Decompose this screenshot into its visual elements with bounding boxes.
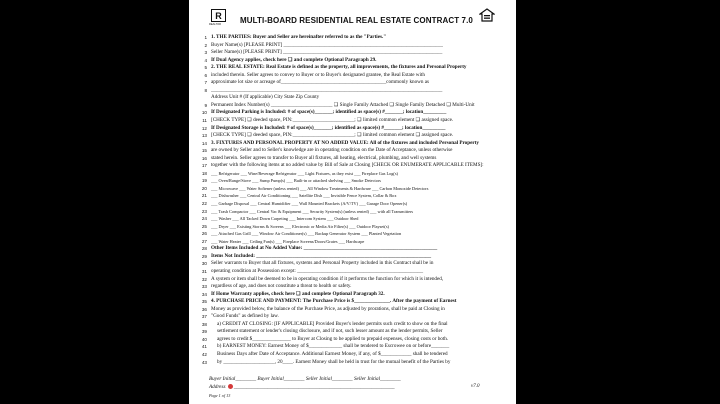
line-number: 33 — [201, 284, 207, 290]
line-number: 13 — [201, 133, 207, 139]
line-text[interactable]: 1. THE PARTIES: Buyer and Seller are hereinafter referred to as the "Parties." — [211, 34, 387, 40]
line-text[interactable]: __________________________________________________________________________________________ — [211, 86, 443, 93]
line-text[interactable]: Buyer Name(s) [PLEASE PRINT] ______________________________________________________________ — [211, 41, 443, 48]
line-number: 20 — [201, 185, 207, 191]
line-text[interactable]: Money as provided below, the balance of the Purchase Price, as adjusted by prorations, shall be paid at Closing in — [211, 305, 445, 312]
line-number: 23 — [201, 208, 207, 214]
line-text[interactable]: settlement statement or lender's closing disclosure, and if not, such lesser amount as the lender permits, Seller — [217, 328, 443, 335]
line-number: 2 — [204, 42, 207, 48]
line-text[interactable]: ___ Washer ___ All Tacked Down Carpeting ___ Intercom System ___ Outdoor Shed — [211, 216, 359, 222]
contract-line — [195, 94, 509, 102]
line-number: 42 — [201, 351, 207, 357]
contract-line — [195, 140, 509, 148]
line-number: 28 — [201, 246, 207, 252]
contract-line — [195, 72, 509, 80]
line-text[interactable]: If Dual Agency applies, check here ❑ and complete Optional Paragraph 29. — [211, 56, 377, 63]
line-number: 25 — [201, 223, 207, 229]
contract-line — [195, 200, 509, 208]
line-number: 37 — [201, 314, 207, 320]
line-text[interactable]: are owned by Seller and to Seller's knowledge are in operating condition on the Date of Acceptance, unless otherwise — [211, 147, 453, 154]
contract-title: MULTI-BOARD RESIDENTIAL REAL ESTATE CONTRACT 7.0 — [240, 16, 473, 25]
address-label: Address — [209, 384, 226, 390]
contract-line — [195, 185, 509, 193]
contract-line — [195, 230, 509, 238]
contract-line — [195, 208, 509, 216]
contract-line — [195, 298, 509, 306]
line-text[interactable]: ___ Dryer ___ Existing Storms & Screens ___ Electronic or Media Air Filter(s) ___ Outdoor Playset(s) — [211, 223, 389, 229]
contract-line — [195, 359, 509, 367]
line-number: 38 — [201, 321, 207, 327]
line-number: 34 — [201, 291, 207, 297]
line-number: 8 — [204, 87, 207, 93]
line-text[interactable]: together with the following items at no added value by Bill of Sale at Closing [CHECK OR ENUMERATE APPLICABLE ITEMS]: — [211, 162, 484, 169]
cursor-dot-icon — [228, 384, 233, 389]
line-text[interactable]: Seller warrants to Buyer that all fixtures, systems and Personal Property included in this Contract shall be in — [211, 260, 434, 267]
line-text[interactable]: operating condition at Possession except: _________________________________________________ — [211, 267, 424, 274]
line-text[interactable]: Address Unit # (If applicable) City State Zip County — [211, 94, 320, 101]
line-number: 18 — [201, 170, 207, 176]
contract-line — [195, 125, 509, 133]
line-number: 16 — [201, 155, 207, 161]
contract-line — [195, 253, 509, 261]
contract-line — [195, 291, 509, 299]
line-text[interactable]: "Good Funds" as defined by law. — [211, 313, 279, 320]
line-number: 21 — [201, 193, 207, 199]
contract-line — [195, 155, 509, 163]
contract-line — [195, 34, 509, 42]
contract-line — [195, 260, 509, 268]
contract-line — [195, 49, 509, 57]
contract-page — [189, 0, 516, 404]
contract-line — [195, 102, 509, 110]
address-line[interactable] — [209, 384, 504, 390]
line-text[interactable]: ___ Garbage Disposal ___ Central Humidifier ___ Wall Mounted Brackets (A/V/TV) ___ Garage Door Opener(s) — [211, 201, 408, 207]
line-text[interactable]: ___ Trash Compactor ___ Central Vac & Equipment ___ Security System(s) (unless rented) ___ with all Transmitters — [211, 208, 414, 214]
contract-line — [195, 215, 509, 223]
contract-line — [195, 313, 509, 321]
line-text[interactable]: 2. THE REAL ESTATE: Real Estate is defined as the property, all improvements, the fixtures and Personal Property — [211, 64, 467, 71]
line-number: 10 — [201, 110, 207, 116]
contract-line — [195, 147, 509, 155]
realtor-logo-caption: REALTOR — [209, 23, 222, 26]
contract-line — [195, 223, 509, 231]
line-number: 32 — [201, 276, 207, 282]
line-number: 24 — [201, 216, 207, 222]
line-number: 43 — [201, 359, 207, 365]
line-number: 41 — [201, 344, 207, 350]
line-text[interactable]: stated herein. Seller agrees to transfer to Buyer all fixtures, all heating, electrical, plumbing, and well systems — [211, 154, 437, 161]
line-text[interactable]: agrees to credit $_______________ to Buyer at Closing to be applied to prepaid expenses, closing costs or both. — [217, 335, 449, 342]
line-text[interactable]: ___ Microwave ___ Water Softener (unless rented) ___ All Window Treatments & Hardware ___ Carbon Monoxide Detectors — [211, 185, 429, 191]
line-number: 14 — [201, 140, 207, 146]
line-text[interactable]: If Home Warranty applies, check here ❑ and complete Optional Paragraph 32. — [211, 290, 385, 297]
line-number: 3 — [204, 50, 207, 56]
contract-line — [195, 328, 509, 336]
contract-line — [195, 64, 509, 72]
contract-line — [195, 170, 509, 178]
line-number: 11 — [202, 118, 207, 124]
line-text[interactable]: ___ Dishwasher ___ Central Air Conditioning ___ Satellite Dish ___ Invisible Fence System, Collar & Box — [211, 193, 397, 199]
line-text[interactable]: 3. FIXTURES AND PERSONAL PROPERTY AT NO ADDED VALUE: All of the fixtures and included Personal Property — [211, 139, 479, 146]
line-number: 19 — [201, 178, 207, 184]
line-number: 22 — [201, 201, 207, 207]
initials-line[interactable]: Buyer Initial________ Buyer Initial________ Seller Initial________ Seller Initial________ — [209, 376, 401, 382]
line-number: 5 — [204, 65, 207, 71]
line-text[interactable]: [CHECK TYPE] ❑ deeded space, PIN:________________________; ❑ limited common element ❑ assigned space. — [211, 132, 454, 139]
contract-line — [195, 192, 509, 200]
line-number: 35 — [201, 299, 207, 305]
line-text[interactable]: Items Not Included: ____________________________________________________________________ — [211, 252, 432, 259]
contract-line — [195, 268, 509, 276]
line-number: 15 — [201, 148, 207, 154]
line-number: 1 — [204, 35, 207, 40]
line-text[interactable]: ___ Refrigerator ___ Wine/Beverage Refrigerator ___ Light Fixtures, as they exist ___ Fireplace Gas Log(s) — [211, 170, 398, 176]
realtor-logo: R — [211, 9, 226, 22]
line-number: 29 — [201, 253, 207, 259]
contract-line — [195, 321, 509, 329]
contract-line — [195, 57, 509, 65]
contract-line — [195, 343, 509, 351]
contract-body — [195, 34, 509, 366]
contract-line — [195, 79, 509, 87]
line-number: 39 — [201, 329, 207, 335]
line-number: 36 — [201, 306, 207, 312]
line-text[interactable]: ___ Attached Gas Grill ___ Window Air Conditioner(s) ___ Backup Generator System ___ Planted Vegetation — [211, 231, 402, 237]
line-text[interactable]: regardless of age, and does not constitute a threat to health or safety. — [211, 283, 352, 290]
line-text[interactable]: Permanent Index Number(s) ________________________ ❑ Single Family Attached ❑ Single Family Detached ❑ Multi-Unit — [211, 101, 475, 108]
equal-housing-icon — [479, 8, 495, 22]
line-text[interactable]: by ____________________, 20____. Earnest Money shall be held in trust for the mutual benefit of the Parties by — [217, 358, 451, 365]
contract-line — [195, 162, 509, 170]
line-text[interactable]: If Designated Storage is Included: # of space(s)_______; identified as space(s) #_______; location_________ — [211, 124, 446, 131]
contract-line — [195, 132, 509, 140]
line-number: 12 — [201, 125, 207, 131]
address-field[interactable]: ______________________________________________________________ — [233, 384, 395, 390]
line-text[interactable]: Business Days after Date of Acceptance. Additional Earnest Money, if any, of $____________ shall be tendered — [217, 350, 448, 357]
line-number: 9 — [204, 102, 207, 108]
line-number: 17 — [201, 163, 207, 169]
line-number: 6 — [204, 72, 207, 78]
line-number: 31 — [201, 268, 207, 274]
line-text[interactable]: b) EARNEST MONEY: Earnest Money of $_____________ shall be tendered to Escrowee on or before_______ — [217, 343, 450, 350]
line-text[interactable]: ___ Water Heater ___ Ceiling Fan(s) ___ Fireplace Screens/Doors/Grates ___ Hardscape — [211, 238, 365, 244]
contract-line — [195, 276, 509, 284]
line-number: 4 — [204, 57, 207, 63]
line-text[interactable]: A system or item shall be deemed to be in operating condition if it performs the function for which it is intended, — [211, 275, 444, 282]
line-text[interactable]: 4. PURCHASE PRICE AND PAYMENT: The Purchase Price is $______________. After the payment of Earnest — [211, 298, 457, 305]
contract-line — [195, 117, 509, 125]
contract-line — [195, 177, 509, 185]
line-number: 30 — [201, 261, 207, 267]
line-number: 40 — [201, 336, 207, 342]
contract-line — [195, 336, 509, 344]
line-text[interactable]: Seller Name(s) [PLEASE PRINT] ______________________________________________________________ — [211, 49, 443, 56]
page-number: Page 1 of 13 — [209, 393, 231, 398]
contract-line — [195, 238, 509, 246]
line-text[interactable]: a) CREDIT AT CLOSING: [IF APPLICABLE] Provided Buyer's lender permits such credit to show on the final — [217, 320, 448, 327]
line-text[interactable]: Other Items Included at No Added Value: ____________________________________________________ — [211, 245, 438, 252]
line-text[interactable]: If Designated Parking is Included: # of space(s)_______; identified as space(s) #_______; location_________ — [211, 109, 447, 116]
contract-line — [195, 87, 509, 95]
line-number: 27 — [201, 238, 207, 244]
contract-line — [195, 283, 509, 291]
contract-line — [195, 42, 509, 50]
contract-line — [195, 306, 509, 314]
contract-line — [195, 245, 509, 253]
line-text[interactable]: [CHECK TYPE] ❑ deeded space, PIN:________________________; ❑ limited common element ❑ assigned space. — [211, 117, 454, 124]
version-label: v7.0 — [471, 384, 480, 389]
line-text[interactable]: ___ Oven/Range/Stove ___ Sump Pump(s) ___ Built-in or attached shelving ___ Smoke Detectors — [211, 178, 381, 184]
line-number: 26 — [201, 231, 207, 237]
line-text[interactable]: approximate lot size or acreage of_________________________________________commonly known as — [211, 79, 430, 86]
line-text[interactable]: included therein. Seller agrees to convey to Buyer or to Buyer's designated grantee, the Real Estate with — [211, 71, 425, 78]
contract-line — [195, 351, 509, 359]
contract-line — [195, 109, 509, 117]
line-number: 7 — [204, 80, 207, 86]
